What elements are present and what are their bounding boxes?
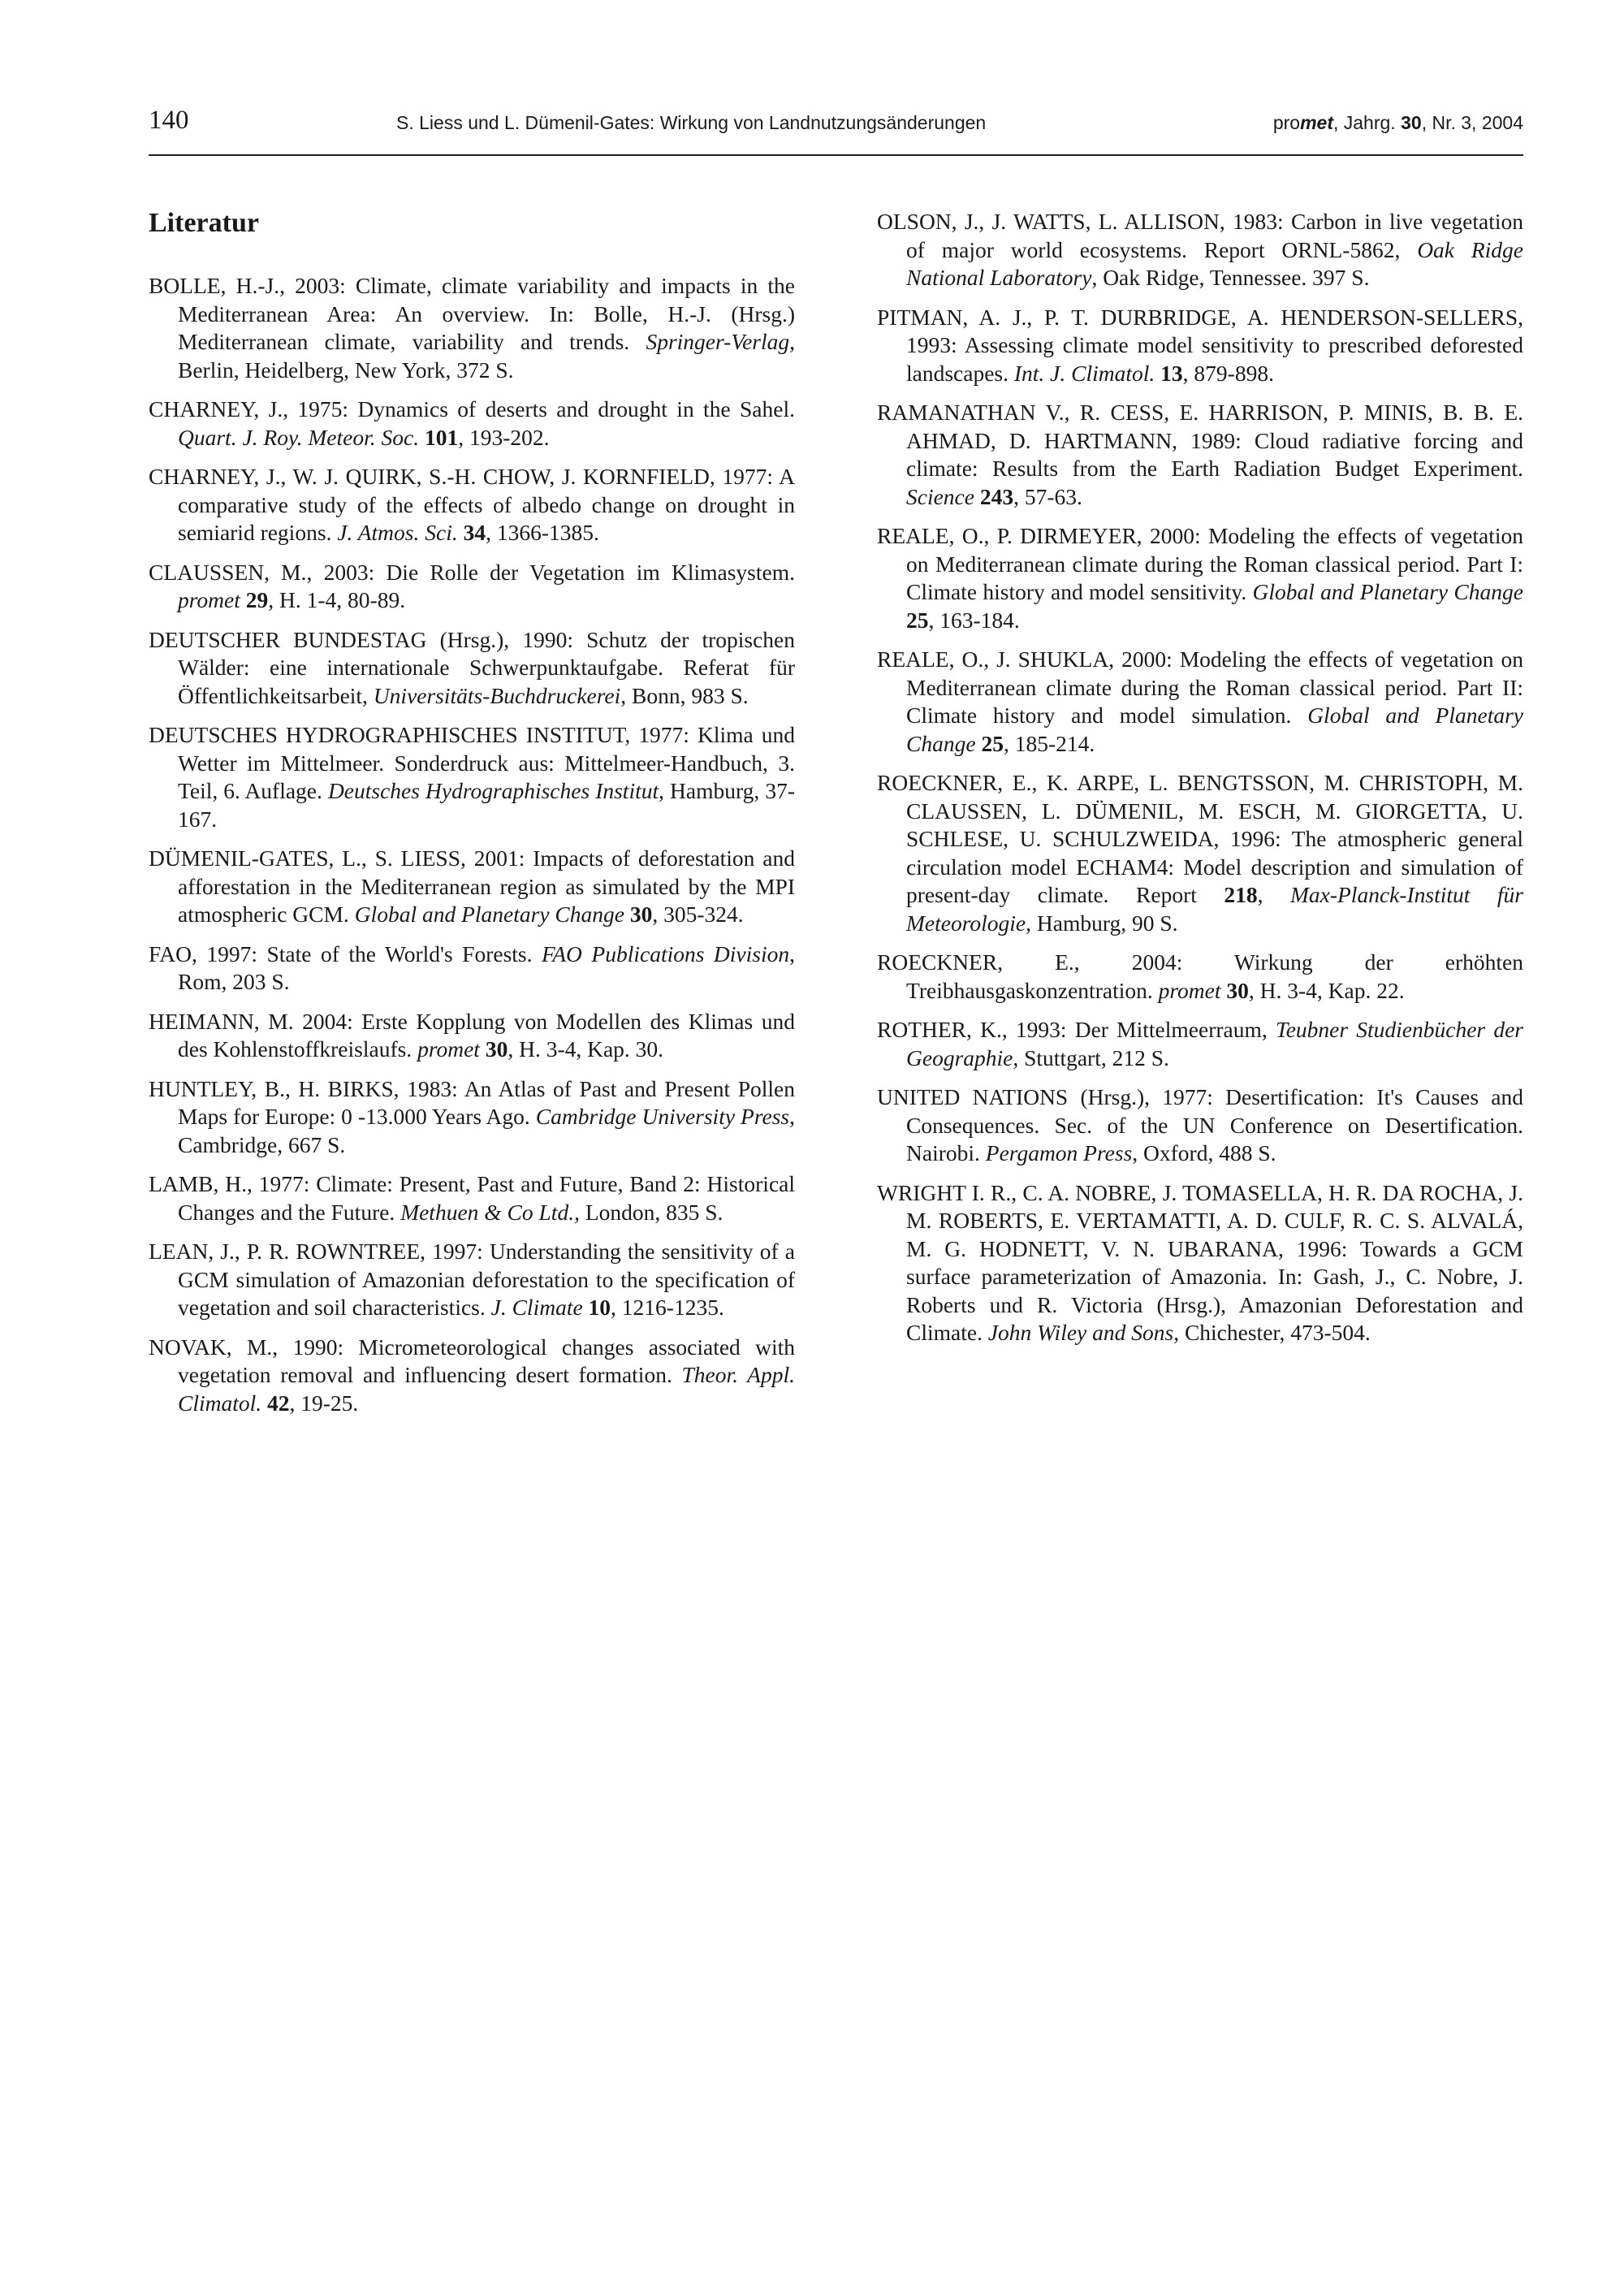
reference-text: FAO, 1997: State of the World's Forests. <box>149 940 542 966</box>
reference-source: FAO Publications Division <box>542 940 790 966</box>
reference-text: , Rom, 203 S. <box>178 940 795 994</box>
reference-source: Teubner Studienbücher der Geographie <box>906 1017 1523 1070</box>
reference-entry <box>877 304 1523 388</box>
reference-text <box>974 484 980 509</box>
reference-entry <box>149 1075 795 1160</box>
reference-source: Int. J. Climatol. <box>1013 360 1155 386</box>
reference-text: DEUTSCHES HYDROGRAPHISCHES INSTITUT, 1977: Klima und Wetter im Mittelmeer. Sonderdruck aus: Mittelmeer-Handbuch, 3. Teil, 6. Auflage. <box>149 722 795 803</box>
reference-entry <box>149 721 795 833</box>
references-column-left <box>149 207 795 1429</box>
journal-volume: 30 <box>1401 112 1422 133</box>
running-title: S. Liess und L. Dümenil-Gates: Wirkung von Landnutzungsänderungen <box>396 112 987 133</box>
reference-source: promet <box>417 1036 480 1062</box>
journal-issue: , Nr. 3, 2004 <box>1421 112 1523 133</box>
reference-text: , Bonn, 983 S. <box>620 682 749 708</box>
journal-year-label: , Jahrg. <box>1332 112 1402 133</box>
reference-volume: 30 <box>1226 977 1249 1003</box>
reference-text: REALE, O., J. SHUKLA, 2000: Modeling the effects of vegetation on Mediterranean climate during the Roman classical period. Part II: Climate history and model simulation. <box>877 646 1523 728</box>
reference-text: UNITED NATIONS (Hrsg.), 1977: Desertification: It's Causes and Consequences. Sec. of the UN Conference on Desertification. Nairobi. <box>877 1084 1523 1165</box>
reference-text <box>240 587 246 612</box>
reference-source: Theor. Appl. Climatol. <box>178 1362 795 1416</box>
reference-text: , Stuttgart, 212 S. <box>1013 1044 1169 1070</box>
journal-info <box>1273 112 1523 134</box>
reference-entry <box>149 1238 795 1322</box>
reference-volume: 10 <box>588 1295 611 1320</box>
reference-text <box>480 1036 486 1062</box>
reference-text: BOLLE, H.-J., 2003: Climate, climate variability and impacts in the Mediterranean Area: An overview. In: Bolle, H.-J. (Hrsg.) Mediterranean climate, variability and trends. <box>149 273 795 354</box>
reference-list-right <box>877 208 1523 1347</box>
reference-text <box>419 425 425 450</box>
reference-text: DEUTSCHER BUNDESTAG (Hrsg.), 1990: Schutz der tropischen Wälder: eine internationale Schwerpunktaufgabe. Referat für Öffentlichkeitsarbeit, <box>149 626 795 708</box>
reference-text: , Berlin, Heidelberg, New York, 372 S. <box>178 329 795 383</box>
reference-text: , Oak Ridge, Tennessee. 397 S. <box>1091 265 1370 290</box>
reference-text: ROTHER, K., 1993: Der Mittelmeerraum, <box>877 1017 1276 1042</box>
reference-source: Oak Ridge National Laboratory <box>906 236 1523 290</box>
reference-entry <box>877 1179 1523 1347</box>
reference-text: , H. 1-4, 80-89. <box>268 587 406 612</box>
reference-text: ROECKNER, E., 2004: Wirkung der erhöhten Treibhausgaskonzentration. <box>877 949 1523 1003</box>
reference-text: CLAUSSEN, M., 2003: Die Rolle der Vegetation im Klimasystem. <box>149 559 795 585</box>
reference-source: John Wiley and Sons <box>987 1320 1174 1345</box>
reference-text: CHARNEY, J., W. J. QUIRK, S.-H. CHOW, J. KORNFIELD, 1977: A comparative study of the effects of albedo change on drought in semiarid regions. <box>149 464 795 545</box>
reference-text: , 19-25. <box>289 1390 359 1416</box>
references-column-right <box>877 208 1523 1359</box>
reference-source: Quart. J. Roy. Meteor. Soc. <box>178 424 420 450</box>
reference-entry <box>877 769 1523 937</box>
reference-text: , Oxford, 488 S. <box>1132 1140 1276 1165</box>
reference-volume: 25 <box>906 607 929 633</box>
reference-text: , H. 3-4, Kap. 22. <box>1248 977 1405 1003</box>
reference-source: Global and Planetary Change <box>1252 579 1523 604</box>
reference-source: Global and Planetary Change <box>354 902 624 927</box>
reference-entry <box>149 845 795 929</box>
reference-entry <box>877 1083 1523 1168</box>
reference-text: , Hamburg, 90 S. <box>1026 910 1178 936</box>
reference-source: Deutsches Hydrographisches Institut <box>327 778 659 803</box>
reference-entry <box>877 399 1523 511</box>
journal-name-emphasis: met <box>1300 112 1333 133</box>
reference-entry <box>149 396 795 452</box>
reference-text: , 1366-1385. <box>486 520 599 545</box>
reference-volume: 13 <box>1160 360 1183 386</box>
reference-text: , <box>1257 882 1290 907</box>
reference-volume: 30 <box>629 902 653 927</box>
reference-text: , H. 3-4, Kap. 30. <box>508 1036 664 1062</box>
reference-text: , 879-898. <box>1182 360 1274 386</box>
reference-volume: 34 <box>463 520 486 545</box>
reference-volume: 29 <box>245 587 269 612</box>
reference-text: , 305-324. <box>652 902 744 927</box>
reference-text: PITMAN, A. J., P. T. DURBRIDGE, A. HENDERSON-SELLERS, 1993: Assessing climate model sensitivity to prescribed deforested landscapes. <box>877 304 1523 386</box>
reference-text: , 193-202. <box>458 424 550 450</box>
reference-source: J. Atmos. Sci. <box>337 520 458 545</box>
reference-source: Cambridge University Press <box>535 1104 790 1129</box>
reference-text <box>261 1390 267 1416</box>
reference-source: promet <box>178 587 240 612</box>
reference-entry <box>149 1334 795 1418</box>
reference-text: , 57-63. <box>1013 483 1082 509</box>
reference-text <box>583 1295 589 1320</box>
reference-entry <box>149 626 795 711</box>
reference-source: Max-Planck-Institut für Meteorologie <box>906 882 1524 936</box>
reference-text: CHARNEY, J., 1975: Dynamics of deserts and drought in the Sahel. <box>149 396 795 422</box>
journal-name-prefix: pro <box>1272 112 1301 133</box>
reference-volume: 42 <box>267 1390 290 1416</box>
reference-entry <box>149 272 795 384</box>
reference-entry <box>877 949 1523 1005</box>
reference-text: DÜMENIL-GATES, L., S. LIESS, 2001: Impacts of deforestation and afforestation in the Mediterranean region as simulated by the MPI atmospheric GCM. <box>149 845 795 927</box>
reference-source: Pergamon Press <box>985 1140 1133 1165</box>
reference-text: , Cambridge, 667 S. <box>178 1104 795 1157</box>
reference-source: promet <box>1158 977 1221 1003</box>
reference-source: Methuen & Co Ltd. <box>400 1199 575 1225</box>
reference-text: HEIMANN, M. 2004: Erste Kopplung von Modellen des Klimas und des Kohlenstoffkreislaufs. <box>149 1008 795 1062</box>
reference-text: NOVAK, M., 1990: Micrometeorological changes associated with vegetation removal and influencing desert formation. <box>149 1334 795 1387</box>
reference-volume: 25 <box>981 730 1004 756</box>
reference-entry <box>149 1008 795 1064</box>
reference-source: Springer-Verlag <box>646 329 790 354</box>
reference-entry <box>149 559 795 615</box>
reference-text: WRIGHT I. R., C. A. NOBRE, J. TOMASELLA, H. R. DA ROCHA, J. M. ROBERTS, E. VERTAMATTI, A. D. CULF, R. C. S. ALVALÁ, M. G. HODNETT, V. N. UBARANA, 1996: Towards a GCM surface parameterization of Amazonia. In: Gash, J., C. Nobre, J. Roberts und R. Victoria (Hrsg.), Amazonian Deforestation and Climate. <box>877 1179 1523 1345</box>
reference-source: Global and Planetary Change <box>906 703 1523 756</box>
reference-text: , 1216-1235. <box>611 1295 724 1320</box>
section-title: Literatur <box>149 208 259 238</box>
reference-entry <box>149 1170 795 1226</box>
reference-source: Universitäts-Buchdruckerei <box>373 682 621 708</box>
reference-text <box>624 902 630 927</box>
reference-entry <box>877 208 1523 292</box>
reference-text <box>458 520 464 545</box>
reference-text: ROECKNER, E., K. ARPE, L. BENGTSSON, M. CHRISTOPH, M. CLAUSSEN, L. DÜMENIL, M. ESCH, M. GIORGETTA, U. SCHLESE, U. SCHULZWEIDA, 1996: The atmospheric general circulation model ECHAM4: Model description and simulation of present-day climate. Report <box>877 770 1523 907</box>
reference-entry <box>149 463 795 547</box>
reference-text: , 185-214. <box>1003 730 1095 756</box>
page-number: 140 <box>149 106 189 135</box>
reference-volume: 101 <box>424 424 459 450</box>
reference-text: REALE, O., P. DIRMEYER, 2000: Modeling the effects of vegetation on Mediterranean climate during the Roman classical period. Part I: Climate history and model sensitivity. <box>877 523 1523 604</box>
reference-volume: 243 <box>979 483 1014 509</box>
reference-list-left <box>149 272 795 1417</box>
reference-source: Science <box>906 483 974 509</box>
reference-text: , Chichester, 473-504. <box>1173 1320 1371 1345</box>
reference-entry <box>877 522 1523 634</box>
reference-source: J. Climate <box>490 1295 583 1320</box>
reference-entry <box>877 646 1523 758</box>
reference-text: LAMB, H., 1977: Climate: Present, Past and Future, Band 2: Historical Changes and the Future. <box>149 1171 795 1225</box>
reference-text: , London, 835 S. <box>574 1199 723 1225</box>
reference-text: LEAN, J., P. R. ROWNTREE, 1997: Understanding the sensitivity of a GCM simulation of Amazonian deforestation to the specification of vegetation and soil characteristics. <box>149 1239 795 1320</box>
reference-entry <box>877 1016 1523 1072</box>
reference-volume: 30 <box>485 1036 508 1062</box>
reference-text: HUNTLEY, B., H. BIRKS, 1983: An Atlas of Past and Present Pollen Maps for Europe: 0 -13.000 Years Ago. <box>149 1075 795 1129</box>
reference-text: OLSON, J., J. WATTS, L. ALLISON, 1983: Carbon in live vegetation of major world ecosystems. Report ORNL-5862, <box>877 209 1523 262</box>
reference-entry <box>149 940 795 997</box>
page-header <box>149 104 1523 156</box>
reference-text: , 163-184. <box>928 607 1020 633</box>
reference-volume: 218 <box>1224 882 1258 907</box>
reference-text: , Hamburg, 37-167. <box>178 778 795 832</box>
reference-text: RAMANATHAN V., R. CESS, E. HARRISON, P. MINIS, B. B. E. AHMAD, D. HARTMANN, 1989: Cloud radiative forcing and climate: Results from the Earth Radiation Budget Experiment. <box>877 400 1523 481</box>
